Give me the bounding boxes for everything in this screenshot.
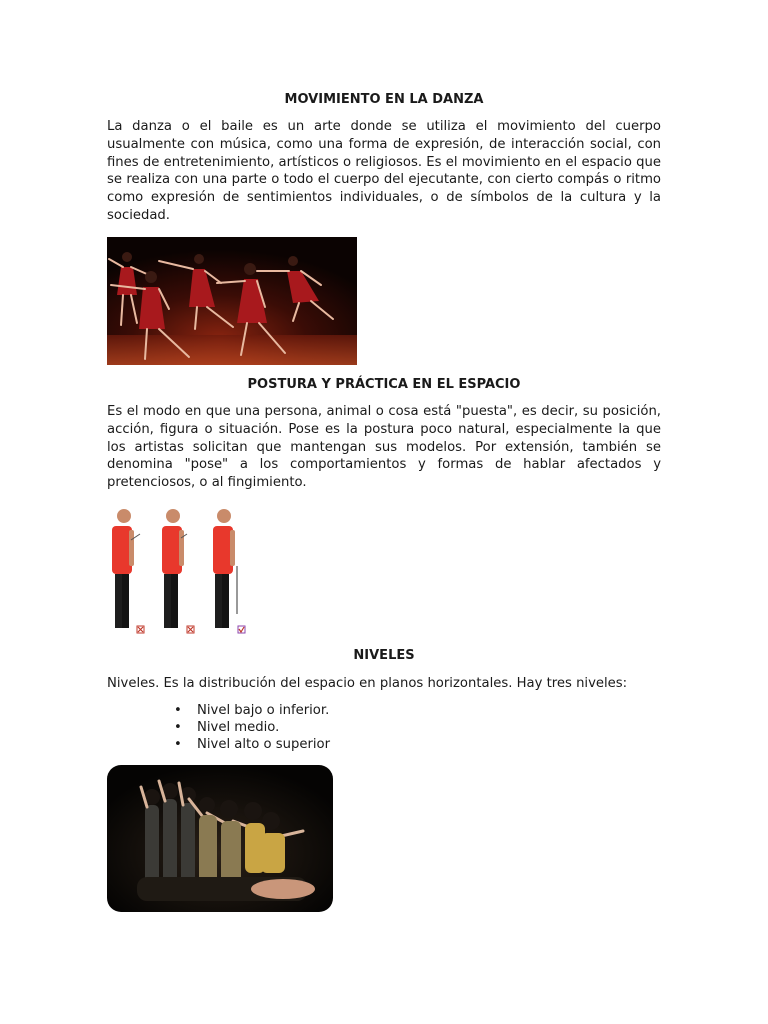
levels-list — [174, 702, 330, 753]
paragraph-movimiento: La danza o el baile es un arte donde se utiliza el movimiento del cuerpo usualmente con música, como una forma de expresión, de interacción social, con fines de entretenimiento, artísticos o religiosos. Es el movimiento en el espacio que se realiza con una parte o todo el cuerpo del ejecutante, con cierto compás o ritmo como expresión de sentimientos individuales, o de símbolos de la cultura y la sociedad. — [107, 119, 661, 223]
section-title-niveles: NIVELES — [353, 648, 415, 663]
levels-photo — [107, 765, 333, 912]
list-item: • Nivel medio. — [174, 719, 330, 736]
section-title-movimiento: MOVIMIENTO EN LA DANZA — [284, 92, 484, 107]
list-item: • Nivel alto o superior — [174, 736, 330, 753]
posture-figures-illustration — [107, 504, 249, 636]
paragraph-postura: Es el modo en que una persona, animal o cosa está "puesta", es decir, su posición, acción, figura o situación. Pose es la postura poco natural, especialmente la que los artistas solicitan que mantengan sus modelos. Por extensión, también se denomina "pose" a los comportamientos y formas de hablar afectados y pretenciosos, o al fingimiento. — [107, 404, 661, 491]
paragraph-niveles: Niveles. Es la distribución del espacio en planos horizontales. Hay tres niveles: — [107, 676, 628, 691]
dance-photo — [107, 237, 357, 365]
list-item: • Nivel bajo o inferior. — [174, 702, 330, 719]
section-title-postura: POSTURA Y PRÁCTICA EN EL ESPACIO — [247, 377, 521, 392]
